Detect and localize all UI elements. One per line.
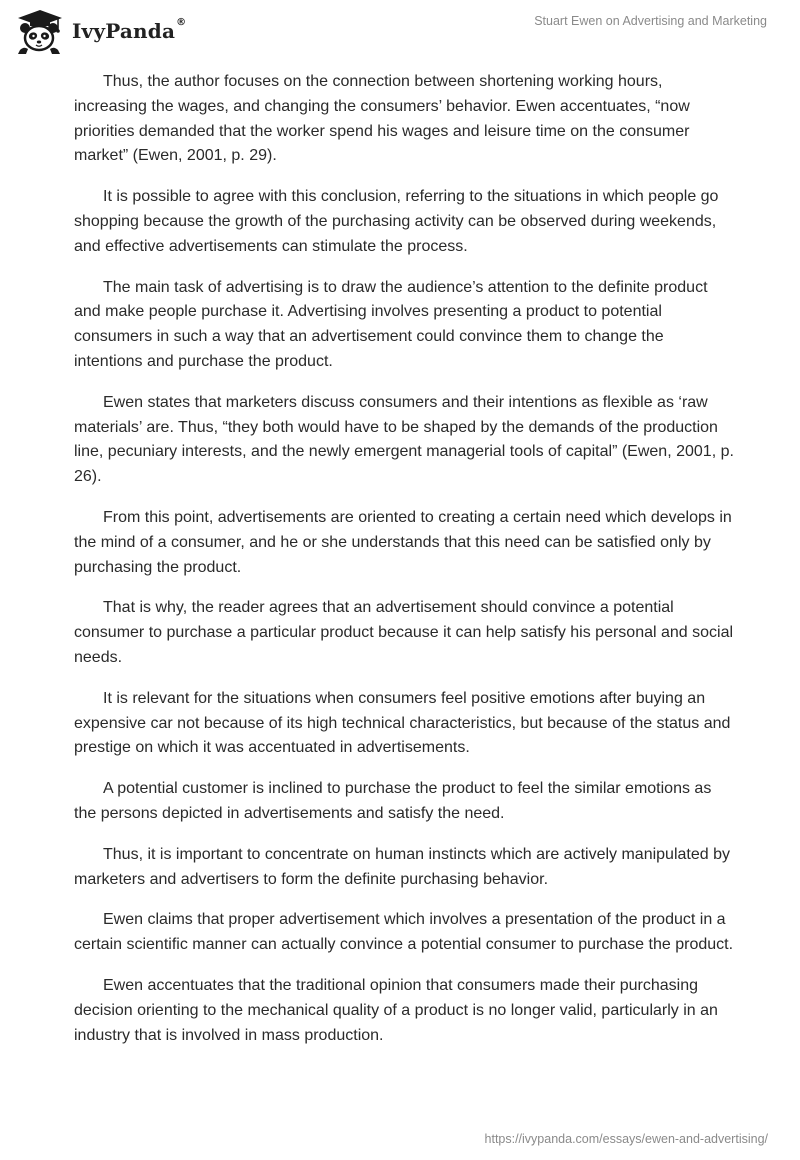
paragraph: It is relevant for the situations when consumers feel positive emotions after buying an expensive car not because of its high technical characteristics, but because of the status and prestige on which it was accentuated in advertisements. (74, 689, 731, 757)
essay-body (74, 70, 734, 1064)
paragraph: That is why, the reader agrees that an advertisement should convince a potential consumer to purchase a particular product because it can help satisfy his personal and social needs. (74, 599, 734, 666)
logo-wordmark (72, 19, 186, 43)
paragraph: Ewen claims that proper advertisement which involves a presentation of the product in a certain scientific manner can actually convince a potential consumer to purchase the product. (74, 911, 734, 954)
ivypanda-logo[interactable] (14, 8, 186, 54)
brand-name: IvyPanda (72, 19, 176, 43)
paragraph: A potential customer is inclined to purchase the product to feel the similar emotions as the persons depicted in advertisements and satisfy the need. (74, 780, 712, 822)
paragraph: Thus, the author focuses on the connection between shortening working hours, increasing the wages, and changing the consumers’ behavior. Ewen accentuates, “now priorities demanded that the worker spend his wages and leisure time on the consumer market” (Ewen, 2001, p. 29). (74, 73, 690, 165)
paragraph: From this point, advertisements are oriented to creating a certain need which develops in the mind of a consumer, and he or she understands that this need can be satisfied only by purchasing the product. (74, 508, 732, 576)
panda-graduate-logo-icon (14, 8, 66, 54)
paragraph: Thus, it is important to concentrate on human instincts which are actively manipulated by marketers and advertisers to form the definite purchasing behavior. (74, 845, 730, 888)
paragraph: Ewen states that marketers discuss consumers and their intentions as flexible as ‘raw materials’ are. Thus, “they both would have to be shaped by the demands of the production line, pecuniary interests, and the newly emergent managerial tools of capital” (Ewen, 2001, p. 26). (74, 393, 734, 486)
running-title: Stuart Ewen on Advertising and Marketing (534, 14, 767, 28)
registered-mark: ® (176, 17, 187, 28)
paragraph: It is possible to agree with this conclusion, referring to the situations in which people go shopping because the growth of the purchasing activity can be observed during weekends, and effective advertisements can stimulate the process. (74, 188, 719, 255)
source-url[interactable]: https://ivypanda.com/essays/ewen-and-advertising/ (484, 1132, 768, 1146)
paragraph: The main task of advertising is to draw the audience’s attention to the definite product and make people purchase it. Advertising involves presenting a product to potential consumers in such a way that an advertisement could convince them to change the intentions and purchase the product. (74, 278, 708, 370)
page-header (0, 0, 800, 60)
paragraph: Ewen accentuates that the traditional opinion that consumers made their purchasing decision orienting to the mechanical quality of a product is no longer valid, particularly in an industry that is involved in mass production. (74, 976, 718, 1044)
